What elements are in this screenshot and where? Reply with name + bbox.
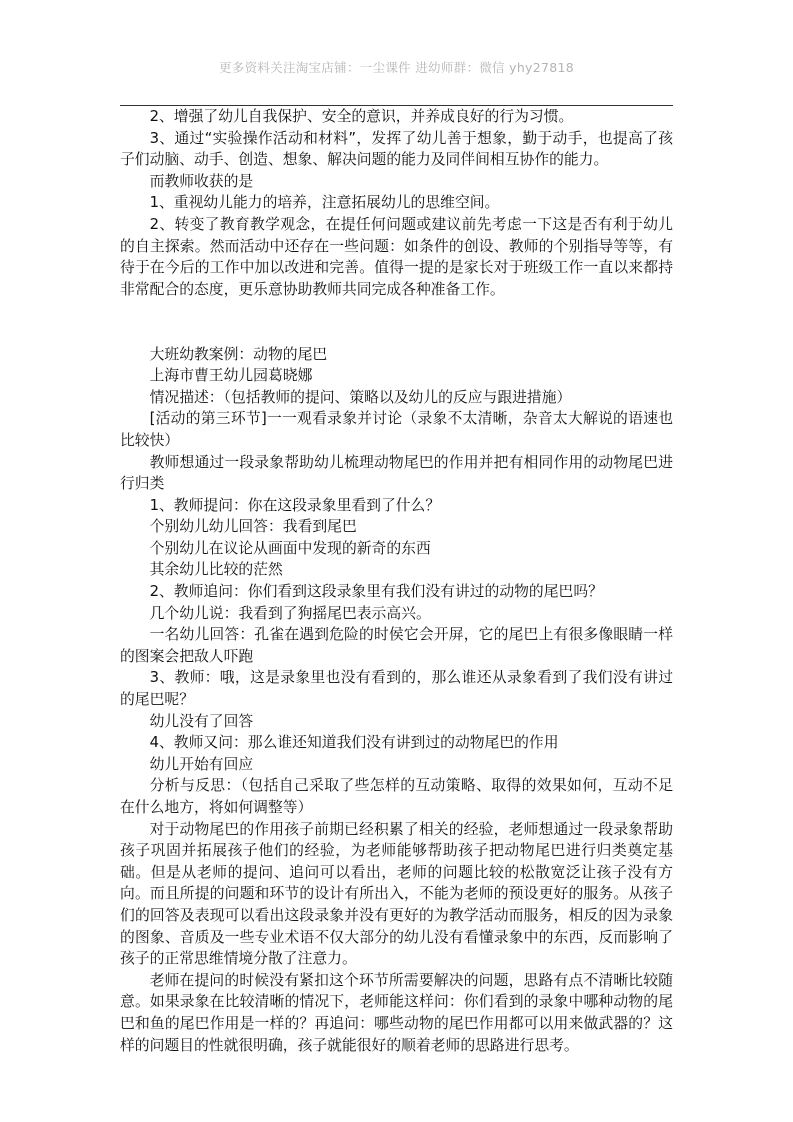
paragraph: 个别幼儿幼儿回答：我看到尾巴	[149, 518, 357, 536]
blank-line	[120, 300, 673, 322]
paragraph: 2、教师追问：你们看到这段录象里有我们没有讲过的动物的尾巴吗？	[149, 583, 603, 601]
document-body	[120, 106, 673, 1056]
paragraph: 幼儿开始有回应	[149, 755, 254, 773]
paragraph: 1、重视幼儿能力的培养，注意拓展幼儿的思维空间。	[149, 194, 500, 212]
paragraph: 个别幼儿在议论从画面中发现的新奇的东西	[149, 539, 431, 557]
paragraph: 几个幼儿说：我看到了狗摇尾巴表示高兴。	[149, 604, 431, 622]
paragraph: 分析与反思：（包括自己采取了些怎样的互动策略、取得的效果如何，互动不足在什么地方，将如何调整等）	[120, 777, 673, 816]
blank-line	[120, 322, 673, 344]
page-header-watermark: 更多资料关注淘宝店铺：一尘课件 进幼师群：微信 yhy27818	[218, 60, 575, 75]
paragraph: 4、教师又问：那么谁还知道我们没有讲到过的动物尾巴的作用	[149, 734, 559, 752]
paragraph: 1、教师提问：你在这段录象里看到了什么？	[149, 496, 441, 514]
case-title: 大班幼教案例：动物的尾巴	[149, 345, 328, 363]
paragraph: 教师想通过一段录象帮助幼儿梳理动物尾巴的作用并把有相同作用的动物尾巴进行归类	[120, 453, 673, 493]
paragraph: 3、通过“实验操作活动和材料”，发挥了幼儿善于想象，勤于动手，也提高了孩子们动脑、动手、创造、想象、解决问题的能力及同伴间相互协作的能力。	[120, 129, 673, 169]
paragraph: 而教师收获的是	[149, 172, 254, 190]
paragraph: 幼儿没有了回答	[149, 712, 254, 730]
paragraph: 一名幼儿回答：孔雀在遇到危险的时侯它会开屏，它的尾巴上有很多像眼睛一样的图案会把敌人吓跑	[120, 626, 673, 665]
paragraph: 情况描述：（包括教师的提问、策略以及幼儿的反应与跟进措施）	[149, 388, 572, 406]
paragraph: 2、增强了幼儿自我保护、安全的意识，并养成良好的行为习惯。	[149, 108, 574, 125]
case-author: 上海市曹王幼儿园葛晓娜	[149, 367, 313, 385]
paragraph: 老师在提问的时候没有紧扣这个环节所需要解决的问题，思路有点不清晰比较随意。如果录象在比较清晰的情况下，老师能这样问：你们看到的录象中哪种动物的尾巴和鱼的尾巴作用是一样的？再追问：哪些动物的尾巴作用都可以用来做武器的？这样的问题目的性就很明确，孩子就能很好的顺着老师的思路进行思考。	[120, 971, 673, 1054]
paragraph: 2、转变了教育教学观念，在提任何问题或建议前先考虑一下这是否有利于幼儿的自主探索。然而活动中还存在一些问题：如条件的创设、教师的个别指导等等，有待于在今后的工作中加以改进和完善。值得一提的是家长对于班级工作一直以来都持非常配合的态度，更乐意协助教师共同完成各种准备工作。	[120, 215, 673, 298]
paragraph: [活动的第三环节]一一观看录象并讨论（录象不太清晰，杂音太大解说的语速也比较快）	[120, 410, 673, 449]
paragraph: 3、教师：哦，这是录象里也没有看到的，那么谁还从录象看到了我们没有讲过的尾巴呢？	[120, 669, 673, 709]
paragraph: 对于动物尾巴的作用孩子前期已经积累了相关的经验，老师想通过一段录象帮助孩子巩固并拓展孩子他们的经验，为老师能够帮助孩子把动物尾巴进行归类奠定基础。但是从老师的提问、追问可以看出，老师的问题比较的松散宽泛让孩子没有方向。而且所提的问题和环节的设计有所出入，不能为老师的预设更好的服务。从孩子们的回答及表现可以看出这段录象并没有更好的为教学活动而服务，相反的因为录象的图象、音质及一些专业术语不仅大部分的幼儿没有看懂录象中的东西，反而影响了孩子的正常思维情境分散了注意力。	[120, 820, 673, 968]
paragraph: 其余幼儿比较的茫然	[149, 561, 283, 579]
